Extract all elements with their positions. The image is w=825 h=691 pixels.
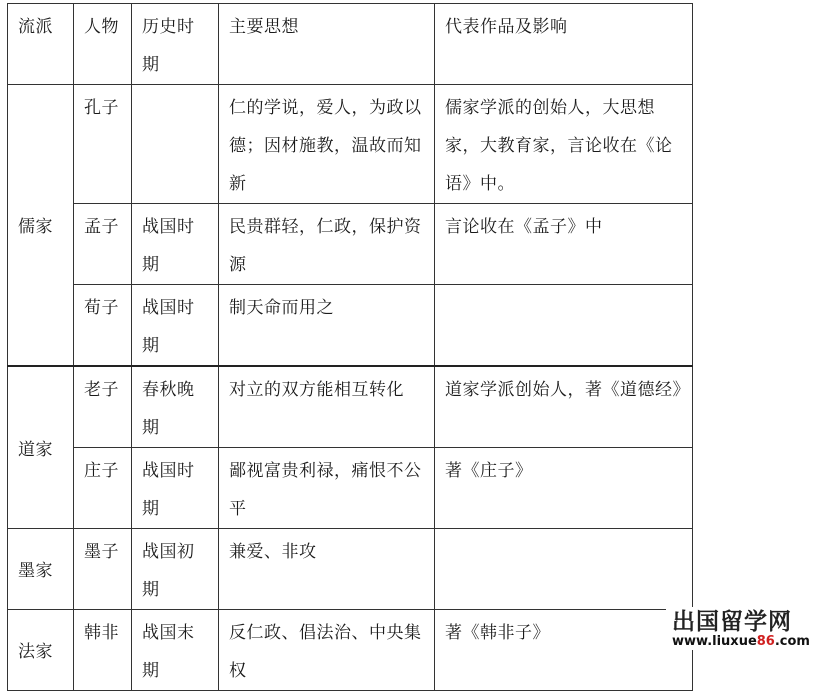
period-cell: 战国时期 xyxy=(132,204,219,285)
period-cell xyxy=(132,85,219,204)
idea-cell: 兼爱、非攻 xyxy=(219,529,435,610)
works-cell: 著《韩非子》 xyxy=(435,610,693,691)
watermark-url-suffix: .com xyxy=(774,634,810,649)
works-cell xyxy=(435,529,693,610)
idea-cell: 制天命而用之 xyxy=(219,285,435,367)
table-row xyxy=(8,85,693,204)
period-cell: 春秋晚期 xyxy=(132,366,219,448)
header-school: 流派 xyxy=(8,4,74,85)
school-daojia: 道家 xyxy=(8,366,74,529)
period-cell: 战国初期 xyxy=(132,529,219,610)
person-cell: 老子 xyxy=(74,366,132,448)
watermark-url xyxy=(672,635,822,648)
idea-cell: 对立的双方能相互转化 xyxy=(219,366,435,448)
watermark-url-prefix: www.liuxue xyxy=(672,634,757,649)
school-fajia: 法家 xyxy=(8,610,74,691)
schools-of-thought-table xyxy=(7,3,693,691)
works-cell: 言论收在《孟子》中 xyxy=(435,204,693,285)
table-row xyxy=(8,529,693,610)
header-period: 历史时期 xyxy=(132,4,219,85)
header-person: 人物 xyxy=(74,4,132,85)
school-mojia: 墨家 xyxy=(8,529,74,610)
works-cell: 道家学派创始人，著《道德经》 xyxy=(435,366,693,448)
period-cell: 战国末期 xyxy=(132,610,219,691)
table-row xyxy=(8,366,693,448)
table-row xyxy=(8,285,693,367)
idea-cell: 鄙视富贵利禄，痛恨不公平 xyxy=(219,448,435,529)
works-cell: 儒家学派的创始人，大思想家，大教育家，言论收在《论语》中。 xyxy=(435,85,693,204)
person-cell: 韩非 xyxy=(74,610,132,691)
works-cell xyxy=(435,285,693,367)
works-cell: 著《庄子》 xyxy=(435,448,693,529)
idea-cell: 民贵群轻，仁政，保护资源 xyxy=(219,204,435,285)
idea-cell: 反仁政、倡法治、中央集权 xyxy=(219,610,435,691)
watermark-name: 出国留学网 xyxy=(672,609,792,635)
school-rujia: 儒家 xyxy=(8,85,74,367)
table-row xyxy=(8,204,693,285)
table-row xyxy=(8,448,693,529)
person-cell: 孟子 xyxy=(74,204,132,285)
header-works: 代表作品及影响 xyxy=(435,4,693,85)
period-cell: 战国时期 xyxy=(132,448,219,529)
period-cell: 战国时期 xyxy=(132,285,219,367)
watermark-url-number: 86 xyxy=(756,634,775,649)
table-row xyxy=(8,610,693,691)
table-header-row xyxy=(8,4,693,85)
person-cell: 庄子 xyxy=(74,448,132,529)
person-cell: 荀子 xyxy=(74,285,132,367)
site-watermark xyxy=(666,607,822,650)
person-cell: 孔子 xyxy=(74,85,132,204)
idea-cell: 仁的学说，爱人，为政以德；因材施教，温故而知新 xyxy=(219,85,435,204)
header-idea: 主要思想 xyxy=(219,4,435,85)
person-cell: 墨子 xyxy=(74,529,132,610)
